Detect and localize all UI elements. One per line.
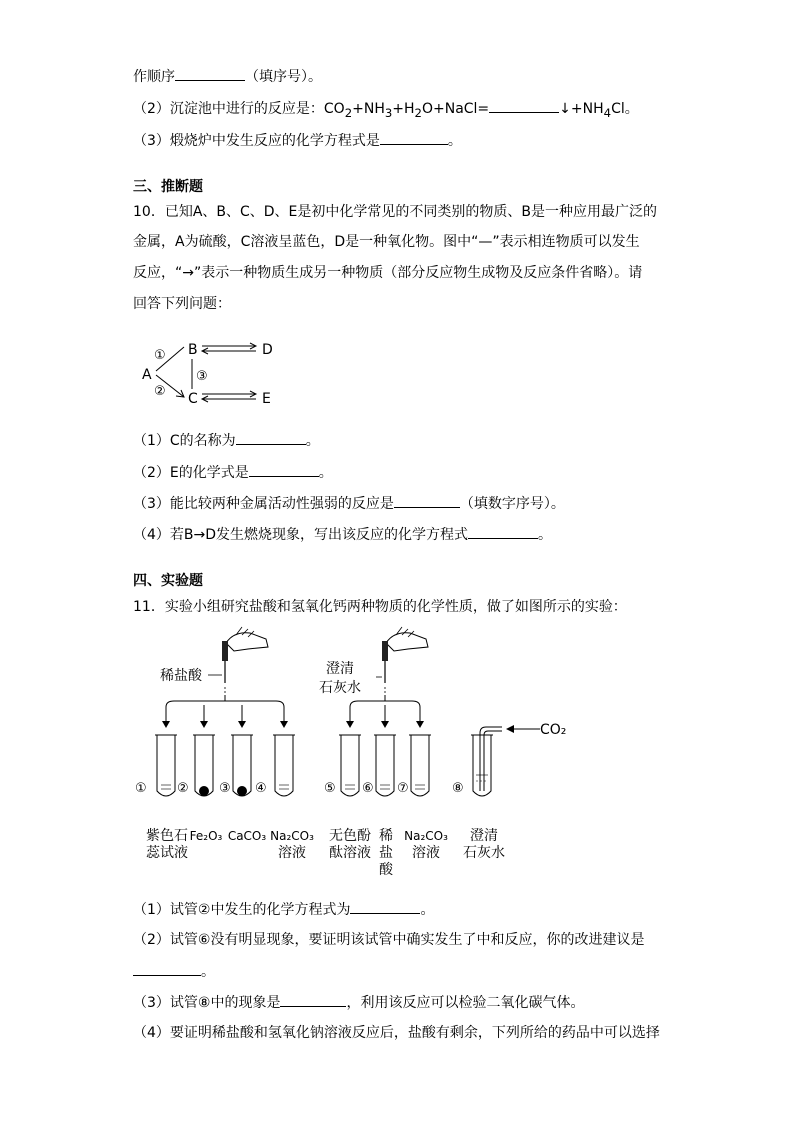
answer-blank[interactable] [468, 524, 538, 539]
answer-blank[interactable] [394, 493, 460, 508]
label-1: ① [154, 348, 166, 363]
reagent-label: 石灰水 [319, 680, 361, 696]
dropper-hand-icon [382, 627, 428, 695]
answer-blank[interactable] [280, 992, 346, 1007]
q11-part2-cont: 。 [133, 961, 215, 982]
q10-stem-line: 金属，A为硫酸，C溶液呈蓝色，D是一种氧化物。图中“—”表示相连物质可以发生 [133, 234, 640, 250]
q10-part3: （3）能比较两种金属活动性强弱的反应是 （填数字序号）。 [133, 493, 565, 514]
tube-label: 无色酚 酞溶液 [329, 828, 371, 861]
node-c: C [188, 391, 198, 407]
reaction-diagram [130, 335, 290, 415]
tube-number: ① [135, 781, 147, 796]
tube-label: Na₂CO₃ 溶液 [270, 829, 314, 861]
experiment-figure [130, 625, 610, 805]
tube-label: 澄清 石灰水 [463, 828, 505, 861]
q11-part4: （4）要证明稀盐酸和氢氧化钠溶液反应后，盐酸有剩余，下列所给的药品中可以选择 [133, 1025, 660, 1041]
q10-stem-line: 反应，“→”表示一种物质生成另一种物质（部分反应物生成物及反应条件省略）。请 [133, 265, 643, 281]
q10-part1: （1）C的名称为 。 [133, 430, 320, 451]
q11-part2: （2）试管⑥没有明显现象，要证明该试管中确实发生了中和反应，你的改进建议是 [133, 932, 645, 948]
answer-blank[interactable] [249, 462, 319, 477]
q10-stem-line: 10．已知A、B、C、D、E是初中化学常见的不同类别的物质、B是一种应用最广泛的 [133, 204, 657, 220]
tube-number: ⑦ [397, 781, 409, 796]
tube-label: CaCO₃ [227, 829, 267, 843]
section-heading: 四、实验题 [133, 573, 203, 589]
label-2: ② [154, 384, 166, 399]
reagent-label: 稀盐酸 [160, 668, 202, 684]
tube-number: ⑥ [362, 781, 374, 796]
test-tube [339, 735, 361, 796]
node-d: D [262, 342, 273, 358]
q9-part3: （3）煅烧炉中发生反应的化学方程式是 。 [133, 130, 462, 151]
test-tube [374, 735, 396, 796]
answer-blank[interactable] [133, 961, 201, 976]
q11-stem-line: 11．实验小组研究盐酸和氢氧化钙两种物质的化学性质，做了如图所示的实验： [133, 599, 627, 615]
node-a: A [142, 367, 152, 383]
label-3: ③ [196, 369, 208, 384]
tube-label: 紫色石 蕊试液 [146, 828, 188, 861]
q10-part2: （2）E的化学式是 。 [133, 462, 333, 483]
tube-number: ⑧ [452, 781, 464, 796]
test-tube [409, 735, 431, 796]
q9-tail-line: 作顺序 （填序号）。 [133, 66, 322, 87]
tube-label: 稀 盐 酸 [379, 828, 393, 878]
test-tube [155, 735, 177, 796]
answer-blank[interactable] [489, 98, 559, 113]
co2-label: CO₂ [540, 722, 567, 738]
tube-number: ④ [255, 781, 267, 796]
q9-part2: （2）沉淀池中进行的反应是：$CO_2+NH_3+H_2O+NaCl=$ $↓+NH_4Cl$。 [133, 98, 639, 123]
q11-part1: （1）试管②中发生的化学方程式为 。 [133, 899, 434, 920]
section-heading: 三、推断题 [133, 179, 203, 195]
dropper-hand-icon [222, 627, 268, 695]
node-e: E [262, 391, 271, 407]
answer-blank[interactable] [236, 430, 306, 445]
node-b: B [188, 342, 198, 358]
test-tube [273, 735, 295, 796]
answer-blank[interactable] [380, 130, 448, 145]
tube-label: Na₂CO₃ 溶液 [404, 829, 448, 861]
q11-part3: （3）试管⑧中的现象是 ，利用该反应可以检验二氧化碳气体。 [133, 992, 584, 1013]
tube-label: Fe₂O₃ [189, 829, 223, 843]
answer-blank[interactable] [350, 899, 420, 914]
tube-number: ⑤ [324, 781, 336, 796]
q10-part4: （4）若B→D发生燃烧现象，写出该反应的化学方程式 。 [133, 524, 552, 545]
tube-number: ③ [219, 781, 231, 796]
reagent-label: 澄清 [326, 661, 354, 677]
answer-blank[interactable] [175, 66, 245, 81]
test-tube [471, 727, 502, 796]
q10-stem-line: 回答下列问题： [133, 296, 231, 312]
tube-number: ② [177, 781, 189, 796]
